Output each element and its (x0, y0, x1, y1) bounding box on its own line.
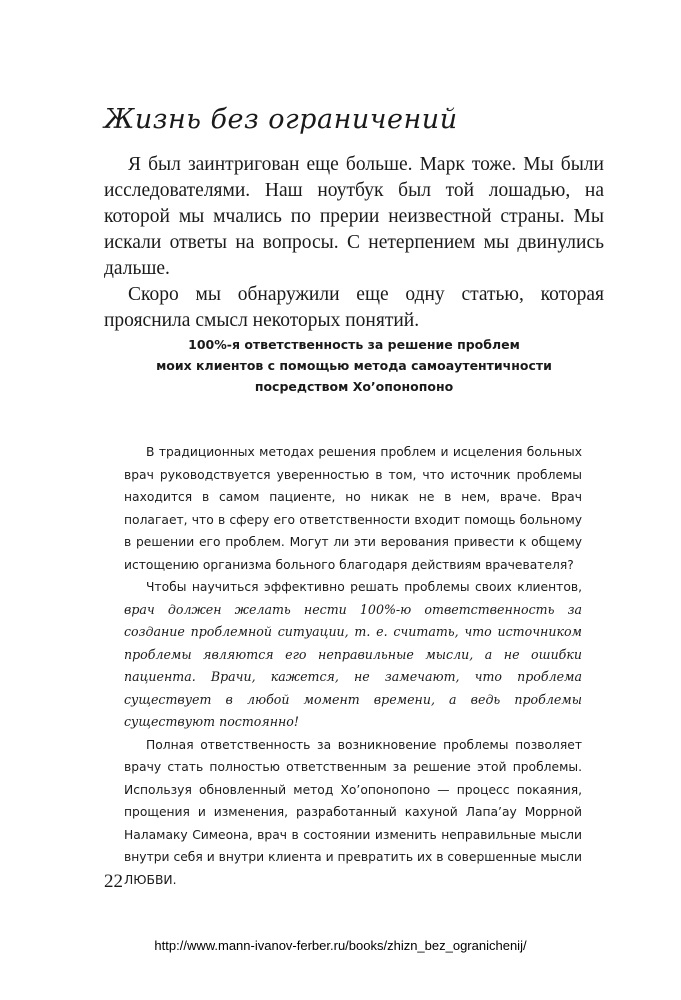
running-header-title: Жизнь без ограничений (104, 104, 458, 135)
intro-paragraph-1: Я был заинтригован еще больше. Марк тоже. Мы были исследователями. Наш ноутбук был той лошадью, на которой мы мчались по прерии неизвестной страны. Мы искали ответы на вопросы. С нетерпением мы двинулись дальше. (104, 154, 604, 279)
article-title-line-2: моих клиентов с помощью метода самоаутентичности (156, 358, 552, 373)
article-paragraph-2-italic: врач должен желать нести 100%-ю ответственность за создание проблемной ситуации, т. е. считать, что источником проблемы являются его неправильные мысли, а не ошибки пациента. Врачи, кажется, не замечают, что проблема существует в любой момент времени, а ведь проблемы существуют постоянно! (124, 601, 582, 729)
source-url-link[interactable]: http://www.mann-ivanov-ferber.ru/books/zhizn_bez_ogranichenij/ (154, 938, 527, 953)
article-title (104, 334, 604, 397)
article-body (124, 441, 582, 891)
page-number: 22 (104, 871, 123, 892)
article-paragraph-2-lead: Чтобы научиться эффективно решать проблемы своих клиентов, (146, 580, 582, 594)
article-title-line-1: 100%-я ответственность за решение проблем (188, 337, 520, 352)
article-paragraph-3: Полная ответственность за возникновение проблемы позволяет врачу стать полностью ответственным за решение этой проблемы. Используя обновленный метод Хо’опонопоно — процесс покаяния, прощения и изменения, разработанный кахуной Лапа’ау Моррной Наламаку Симеона, врач в состоянии изменить неправильные мысли внутри себя и внутри клиента и превратить их в совершенные мысли ЛЮБВИ. (124, 737, 582, 887)
article-title-line-3: посредством Хо’опонопоно (254, 379, 454, 394)
article-paragraph-2 (124, 576, 582, 734)
intro-text (104, 152, 604, 334)
intro-paragraph-2: Скоро мы обнаружили еще одну статью, которая прояснила смысл некоторых понятий. (104, 284, 604, 331)
article-paragraph-1: В традиционных методах решения проблем и исцеления больных врач руководствуется уверенностью в том, что источник проблемы находится в самом пациенте, но никак не в нем, враче. Врач полагает, что в сферу его ответственности входит помощь больному в решении его проблем. Могут ли эти верования привести к общему истощению организма больного благодаря действиям врачевателя? (124, 445, 582, 572)
